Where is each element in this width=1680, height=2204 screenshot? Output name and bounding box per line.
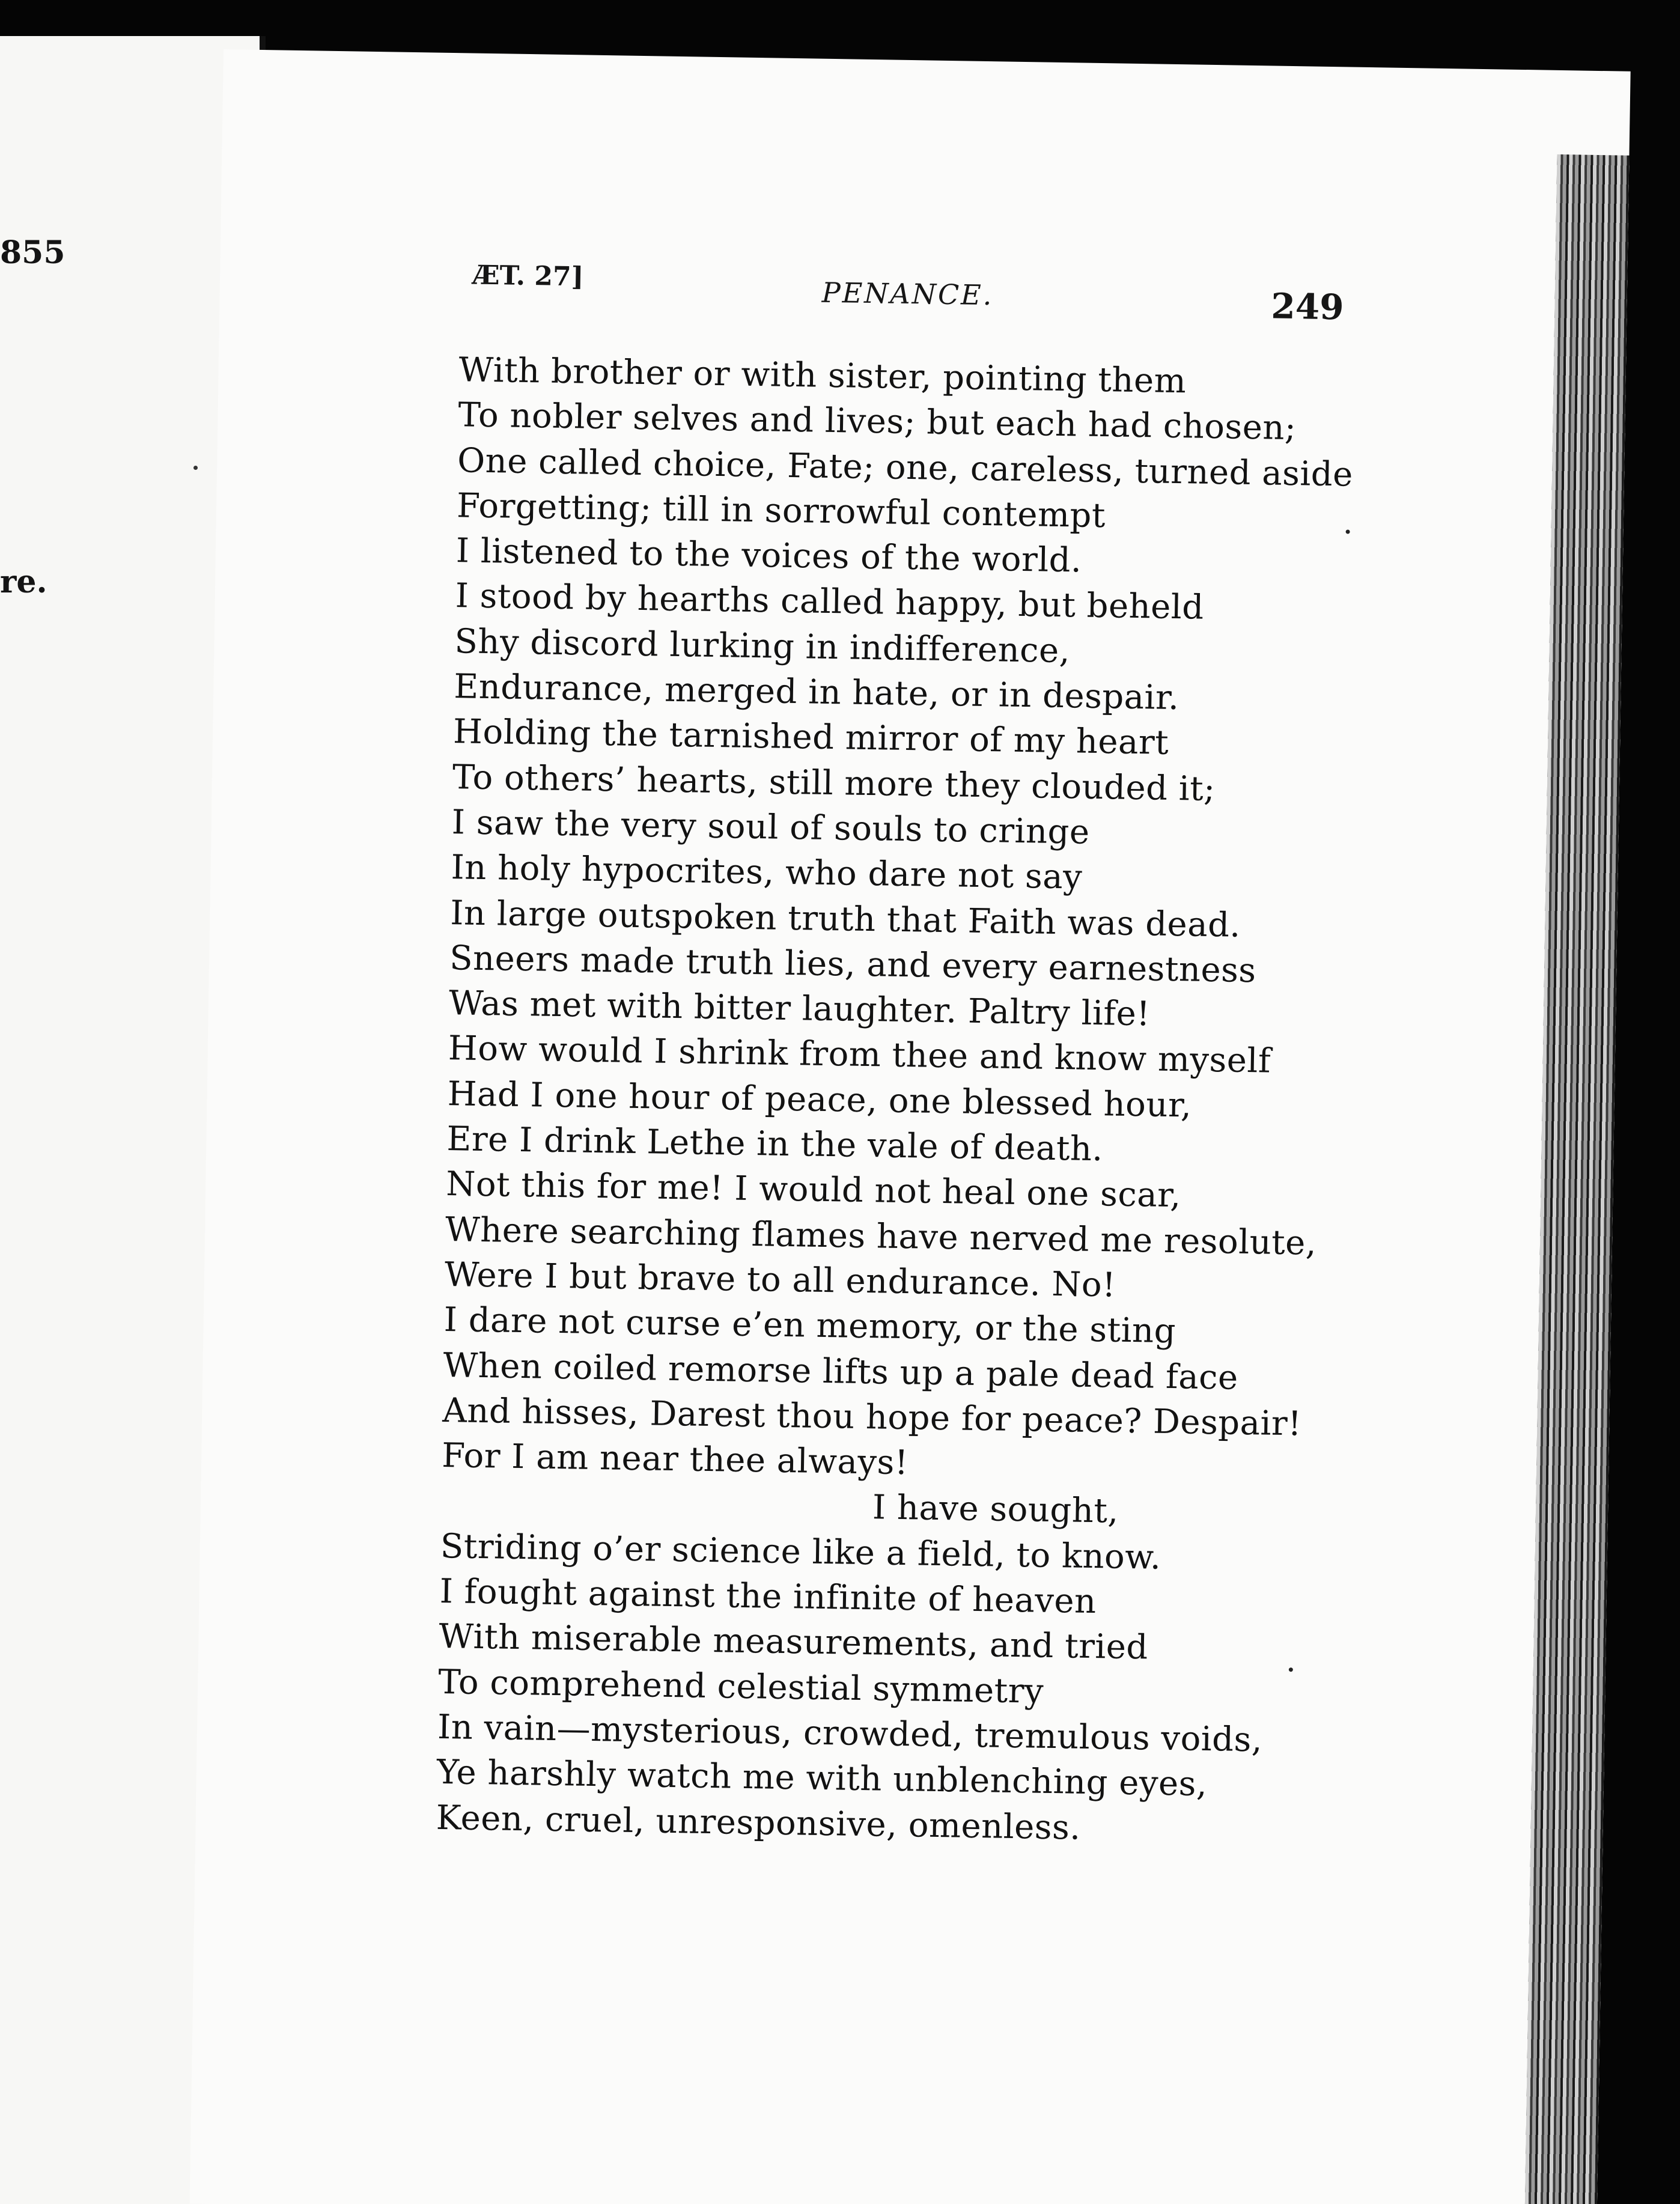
poem-line: To others’ hearts, still more they clouded it; bbox=[452, 757, 1216, 809]
poem-line: For I am near thee always! bbox=[441, 1436, 909, 1483]
poem-line: To comprehend celestial symmetry bbox=[437, 1662, 1044, 1711]
poem-line: I listened to the voices of the world. bbox=[455, 531, 1082, 580]
poem-line: I stood by hearths called happy, but beheld bbox=[455, 576, 1205, 628]
poem-line: With brother or with sister, pointing them bbox=[458, 350, 1187, 401]
poem-line: In holy hypocrites, who dare not say bbox=[451, 848, 1083, 897]
poem-line: Was met with bitter laughter. Paltry life! bbox=[448, 984, 1151, 1034]
poem-line: In large outspoken truth that Faith was dead. bbox=[449, 893, 1241, 945]
poem-line: Where searching flames have nerved me resolute, bbox=[445, 1210, 1317, 1263]
ink-speck bbox=[1289, 1667, 1293, 1672]
poem-line: Ere I drink Lethe in the vale of death. bbox=[446, 1119, 1104, 1169]
poem-line: One called choice, Fate; one, careless, turned aside bbox=[457, 440, 1354, 495]
main-page bbox=[190, 49, 1631, 2204]
poem-line: Keen, cruel, unresponsive, omenless. bbox=[436, 1798, 1082, 1848]
poem-line: I saw the very soul of souls to cringe bbox=[451, 803, 1091, 852]
poem-line: Had I one hour of peace, one blessed hour, bbox=[447, 1074, 1192, 1125]
ink-speck bbox=[1346, 529, 1350, 534]
page-number: 249 bbox=[1270, 285, 1345, 328]
poem-line: How would I shrink from thee and know myself bbox=[448, 1029, 1271, 1082]
poem-line: And hisses, Darest thou hope for peace? Despair! bbox=[442, 1390, 1302, 1444]
poem-line: When coiled remorse lifts up a pale dead face bbox=[443, 1345, 1239, 1398]
ink-speck bbox=[193, 466, 198, 470]
poem-line: Holding the tarnished mirror of my heart bbox=[452, 712, 1169, 763]
left-page-fragment-word: re. bbox=[0, 564, 47, 600]
poem-line: To nobler selves and lives; but each had chosen; bbox=[457, 395, 1297, 448]
poem-line-indented: I have sought, bbox=[872, 1488, 1119, 1532]
poem-line: Endurance, merged in hate, or in despair. bbox=[453, 667, 1179, 718]
poem-line: Shy discord lurking in indifference, bbox=[454, 621, 1071, 671]
page-title: PENANCE. bbox=[821, 276, 994, 312]
left-page-fragment-year: 855 bbox=[0, 234, 65, 271]
age-marker: ÆT. 27] bbox=[472, 260, 584, 293]
poem-line: Forgetting; till in sorrowful contempt bbox=[456, 486, 1106, 536]
poem-line: Were I but brave to all endurance. No! bbox=[444, 1255, 1116, 1305]
poem-body bbox=[436, 347, 1354, 1854]
poem-line: Striding o’er science like a field, to know. bbox=[440, 1526, 1161, 1577]
poem-line: I dare not curse e’en memory, or the sting bbox=[443, 1300, 1176, 1351]
poem-line: I fought against the infinite of heaven bbox=[439, 1571, 1097, 1622]
poem-line: With miserable measurements, and tried bbox=[439, 1617, 1149, 1667]
poem-line: Ye harshly watch me with unblenching eyes, bbox=[436, 1753, 1208, 1804]
poem-line: Sneers made truth lies, and every earnestness bbox=[449, 938, 1257, 991]
running-head bbox=[472, 258, 1374, 326]
poem-line: In vain—mysterious, crowded, tremulous voids, bbox=[437, 1707, 1263, 1760]
page-edges bbox=[1524, 154, 1629, 2204]
poem-line: Not this for me! I would not heal one scar, bbox=[445, 1164, 1182, 1216]
